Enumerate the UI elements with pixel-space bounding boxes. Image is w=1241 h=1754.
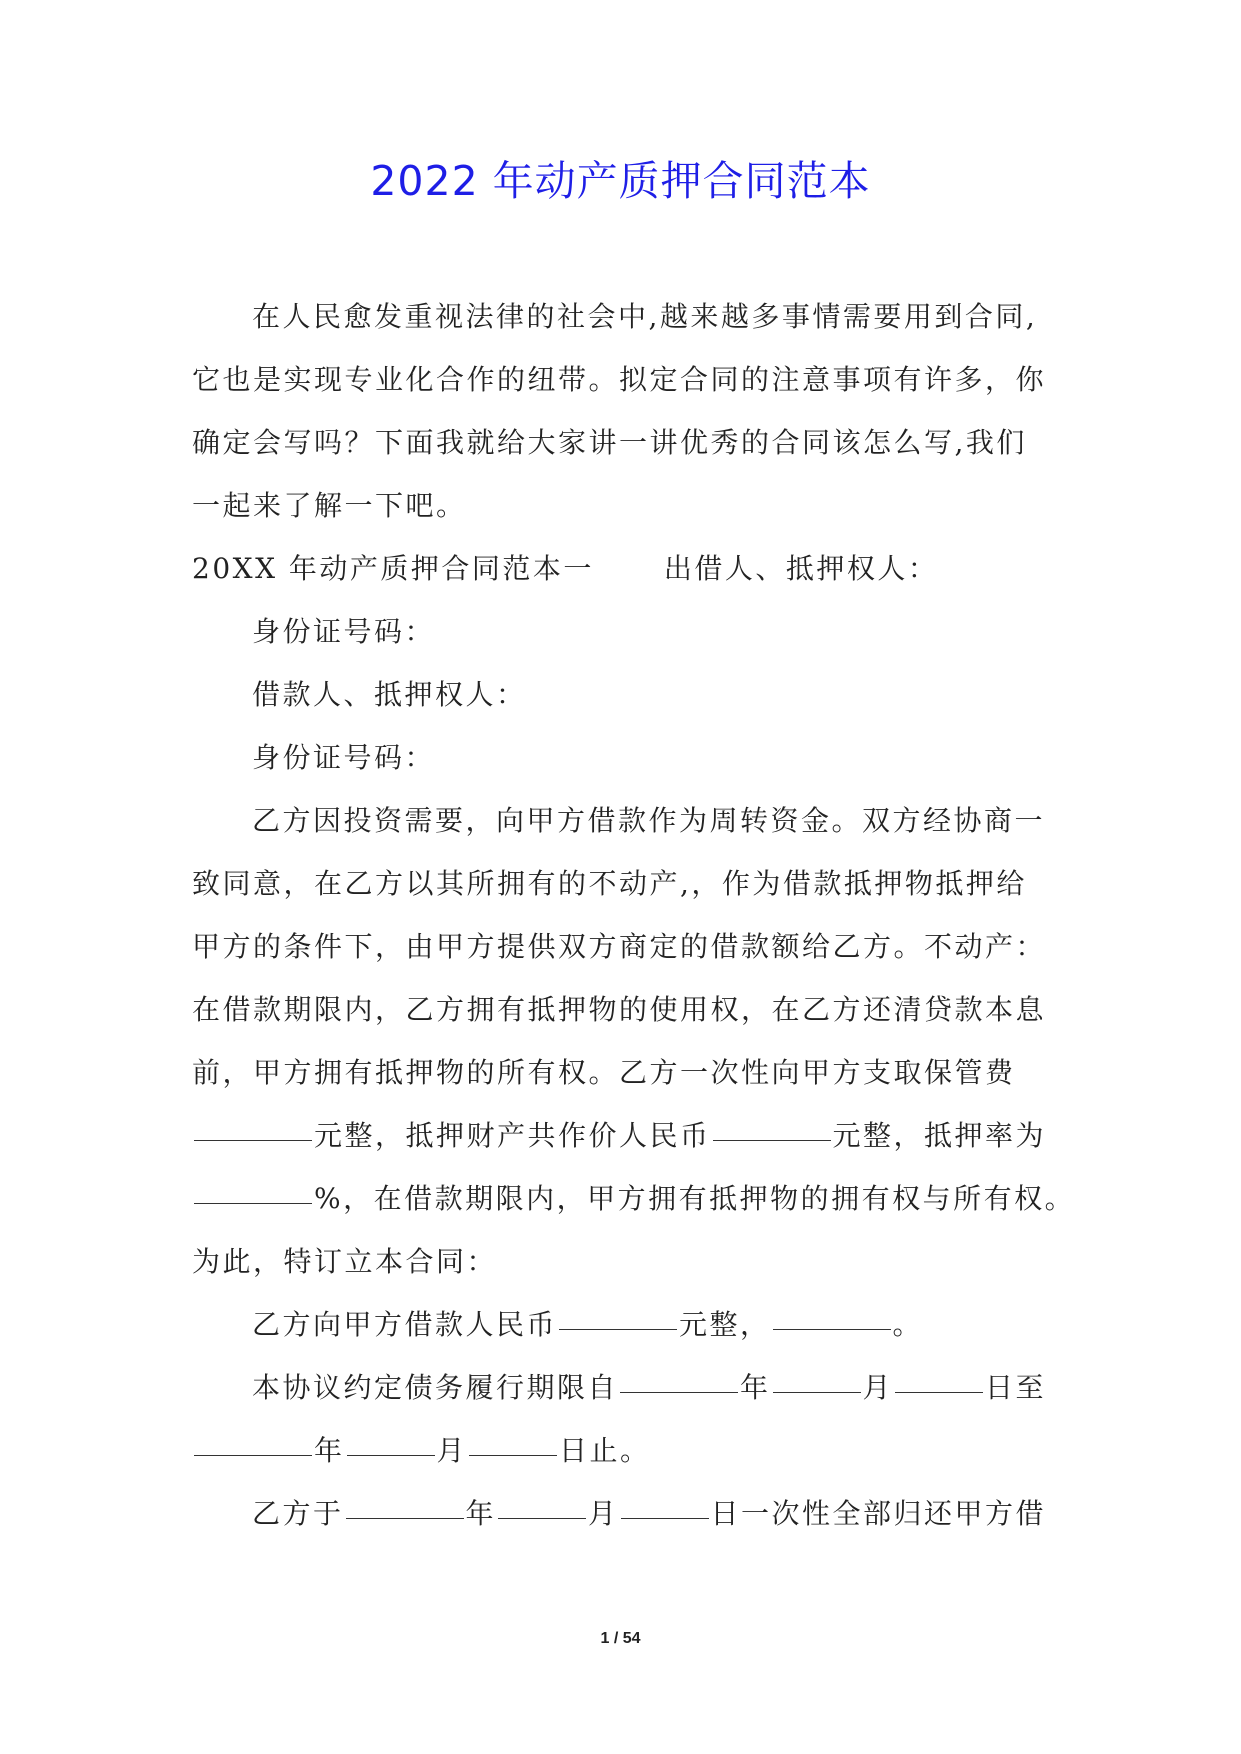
para-text: 日止。 bbox=[559, 1434, 651, 1467]
page-indicator: 1 / 54 bbox=[600, 1630, 641, 1647]
document-body bbox=[192, 285, 1076, 1545]
section-heading: 20XX 年动产质押合同范本一 bbox=[192, 552, 594, 585]
para-text: 日至 bbox=[985, 1371, 1047, 1404]
para-text: 年 bbox=[314, 1434, 345, 1467]
para-line: 在借款期限内，乙方拥有抵押物的使用权，在乙方还清贷款本息 bbox=[192, 993, 1047, 1026]
blank-field bbox=[559, 1328, 677, 1330]
id-label: 身份证号码： bbox=[252, 615, 436, 648]
para-text: 年 bbox=[740, 1371, 771, 1404]
loan-line bbox=[192, 1293, 1062, 1356]
para-line bbox=[192, 1104, 1062, 1167]
term-line bbox=[192, 1356, 1062, 1419]
blank-field bbox=[194, 1202, 312, 1204]
blank-field bbox=[469, 1454, 557, 1456]
intro-line: 在人民愈发重视法律的社会中,越来越多事情需要用到合同, bbox=[252, 300, 1038, 333]
para-text: 月 bbox=[436, 1434, 468, 1467]
para-text: 月 bbox=[862, 1371, 894, 1404]
borrower-label: 借款人、抵押权人： bbox=[252, 678, 527, 711]
para-text: 元整，抵押财产共作价人民币 bbox=[314, 1119, 711, 1152]
para-text: 元整， bbox=[679, 1308, 771, 1341]
document-title: 2022 年动产质押合同范本 bbox=[370, 157, 871, 205]
blank-field bbox=[773, 1391, 861, 1393]
para-text: 。 bbox=[892, 1308, 924, 1341]
intro-line: 它也是实现专业化合作的纽带。拟定合同的注意事项有许多，你 bbox=[192, 363, 1047, 396]
blank-field bbox=[347, 1454, 435, 1456]
section-heading-line bbox=[192, 537, 1062, 600]
para-text: 乙方于 bbox=[252, 1497, 344, 1530]
blank-field bbox=[194, 1139, 312, 1141]
blank-field bbox=[713, 1139, 831, 1141]
para-text: 年 bbox=[465, 1497, 497, 1530]
para-text: 月 bbox=[588, 1497, 619, 1530]
para-line: 前，甲方拥有抵押物的所有权。乙方一次性向甲方支取保管费 bbox=[192, 1056, 1016, 1089]
para-line bbox=[192, 1167, 1076, 1230]
id-label: 身份证号码： bbox=[252, 741, 436, 774]
para-text: 本协议约定债务履行期限自 bbox=[252, 1371, 619, 1404]
para-text: 元整，抵押率为 bbox=[832, 1119, 1047, 1152]
para-line: 为此，特订立本合同： bbox=[192, 1245, 498, 1278]
blank-field bbox=[621, 1517, 709, 1519]
para-line: 甲方的条件下，由甲方提供双方商定的借款额给乙方。不动产： bbox=[192, 930, 1047, 963]
blank-field bbox=[620, 1391, 738, 1393]
term-line bbox=[192, 1419, 1062, 1482]
para-text: 日一次性全部归还甲方借 bbox=[710, 1497, 1047, 1530]
intro-line: 一起来了解一下吧。 bbox=[192, 489, 467, 522]
para-line: 致同意，在乙方以其所拥有的不动产,，作为借款抵押物抵押给 bbox=[192, 867, 1027, 900]
blank-field bbox=[498, 1517, 586, 1519]
blank-field bbox=[194, 1454, 312, 1456]
para-text: 乙方向甲方借款人民币 bbox=[252, 1308, 558, 1341]
blank-field bbox=[346, 1517, 464, 1519]
lender-label: 出借人、抵押权人： bbox=[663, 552, 939, 585]
blank-field bbox=[773, 1328, 891, 1330]
para-text: %，在借款期限内，甲方拥有抵押物的拥有权与所有权。 bbox=[314, 1182, 1076, 1215]
intro-line: 确定会写吗？下面我就给大家讲一讲优秀的合同该怎么写,我们 bbox=[192, 426, 1027, 459]
blank-field bbox=[895, 1391, 983, 1393]
para-line: 乙方因投资需要，向甲方借款作为周转资金。双方经协商一 bbox=[252, 804, 1046, 837]
repay-line bbox=[192, 1482, 1062, 1545]
